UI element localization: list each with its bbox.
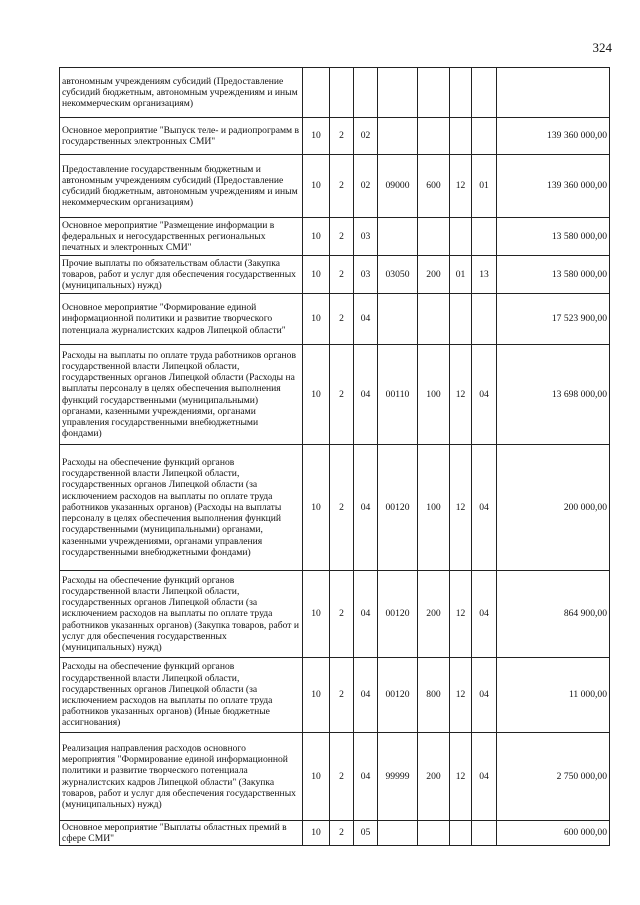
- row-code-2: 2: [330, 733, 354, 821]
- row-code-7: 04: [472, 733, 497, 821]
- row-description: Реализация направления расходов основного мероприятия "Формирование единой информационной политики и развитие творческого потенциала журналистских кадров Липецкой области" (Закупка товаров, работ и услуг для обеспечения государственных (муниципальных) нужд): [60, 733, 303, 821]
- row-code-6: [450, 821, 472, 846]
- row-code-2: [330, 68, 354, 118]
- row-code-5: 800: [418, 658, 450, 733]
- row-code-1: 10: [303, 571, 330, 658]
- row-code-7: [472, 68, 497, 118]
- row-code-4: [378, 218, 418, 256]
- row-amount: 11 000,00: [497, 658, 610, 733]
- row-code-2: 2: [330, 256, 354, 294]
- table-row: [60, 256, 610, 294]
- row-amount: 13 580 000,00: [497, 218, 610, 256]
- row-code-4: 03050: [378, 256, 418, 294]
- row-code-6: [450, 218, 472, 256]
- row-code-2: 2: [330, 155, 354, 218]
- row-code-3: 04: [354, 294, 378, 345]
- row-code-4: 99999: [378, 733, 418, 821]
- table-row: [60, 345, 610, 445]
- row-code-2: 2: [330, 118, 354, 155]
- row-code-7: [472, 118, 497, 155]
- table-row: [60, 218, 610, 256]
- row-code-2: 2: [330, 658, 354, 733]
- row-code-5: [418, 68, 450, 118]
- row-code-6: [450, 118, 472, 155]
- row-code-1: 10: [303, 345, 330, 445]
- row-code-2: 2: [330, 218, 354, 256]
- row-description: Предоставление государственным бюджетным и автономным учреждениям субсидий (Предоставление субсидий бюджетным, автономным учреждениям и иным некоммерческим организациям): [60, 155, 303, 218]
- row-code-3: 04: [354, 658, 378, 733]
- row-description: Расходы на обеспечение функций органов государственной власти Липецкой области, государственных органов Липецкой области (за исключением расходов на выплаты по оплате труда работников указанных органов) (Закупка товаров, работ и услуг для обеспечения государственных (муниципальных) нужд): [60, 571, 303, 658]
- row-code-5: 100: [418, 345, 450, 445]
- row-code-7: 13: [472, 256, 497, 294]
- row-code-4: [378, 68, 418, 118]
- row-description: Расходы на выплаты по оплате труда работников органов государственной власти Липецкой области, государственных органов Липецкой области (Расходы на выплаты персоналу в целях обеспечения выполнения функций государственными (муниципальными) органами, казенными учреждениями, органами управления государственными внебюджетными фондами): [60, 345, 303, 445]
- row-code-3: 04: [354, 445, 378, 571]
- row-code-5: [418, 294, 450, 345]
- row-code-2: 2: [330, 571, 354, 658]
- row-code-4: 09000: [378, 155, 418, 218]
- row-code-1: 10: [303, 658, 330, 733]
- row-code-4: 00110: [378, 345, 418, 445]
- table-row: [60, 68, 610, 118]
- row-code-7: 04: [472, 345, 497, 445]
- row-amount: 864 900,00: [497, 571, 610, 658]
- row-code-6: [450, 68, 472, 118]
- row-code-3: 03: [354, 218, 378, 256]
- row-amount: 200 000,00: [497, 445, 610, 571]
- row-description: Основное мероприятие "Размещение информации в федеральных и негосударственных региональных печатных и электронных СМИ": [60, 218, 303, 256]
- row-description: Расходы на обеспечение функций органов государственной власти Липецкой области, государственных органов Липецкой области (за исключением расходов на выплаты по оплате труда работников указанных органов) (Расходы на выплаты персоналу в целях обеспечения выполнения функций государственными (муниципальными) органами, казенными учреждениями, органами управления государственными внебюджетными фондами): [60, 445, 303, 571]
- row-code-2: 2: [330, 345, 354, 445]
- page-number: 324: [592, 40, 612, 55]
- row-code-2: 2: [330, 445, 354, 571]
- row-code-5: [418, 821, 450, 846]
- row-code-7: 04: [472, 445, 497, 571]
- row-code-1: 10: [303, 733, 330, 821]
- row-code-1: 10: [303, 118, 330, 155]
- row-code-7: [472, 821, 497, 846]
- row-code-1: 10: [303, 445, 330, 571]
- row-code-4: [378, 294, 418, 345]
- row-code-3: 02: [354, 118, 378, 155]
- row-amount: [497, 68, 610, 118]
- row-code-3: 05: [354, 821, 378, 846]
- row-amount: 139 360 000,00: [497, 118, 610, 155]
- row-code-6: [450, 294, 472, 345]
- row-description: Прочие выплаты по обязательствам области (Закупка товаров, работ и услуг для обеспечения государственных (муниципальных) нужд): [60, 256, 303, 294]
- row-description: Основное мероприятие "Формирование единой информационной политики и развитие творческого потенциала журналистских кадров Липецкой области": [60, 294, 303, 345]
- budget-table: [59, 67, 610, 846]
- row-code-7: [472, 218, 497, 256]
- row-code-4: [378, 118, 418, 155]
- row-description: Основное мероприятие "Выпуск теле- и радиопрограмм в государственных электронных СМИ": [60, 118, 303, 155]
- table-row: [60, 445, 610, 571]
- row-code-6: 12: [450, 733, 472, 821]
- table-row: [60, 821, 610, 846]
- row-code-1: 10: [303, 256, 330, 294]
- row-code-7: 01: [472, 155, 497, 218]
- row-code-1: 10: [303, 294, 330, 345]
- row-code-4: 00120: [378, 445, 418, 571]
- table-row: [60, 294, 610, 345]
- row-code-2: 2: [330, 821, 354, 846]
- row-code-1: 10: [303, 218, 330, 256]
- row-code-3: 02: [354, 155, 378, 218]
- row-description: Основное мероприятие "Выплаты областных премий в сфере СМИ": [60, 821, 303, 846]
- row-amount: 17 523 900,00: [497, 294, 610, 345]
- table-row: [60, 155, 610, 218]
- row-code-6: 12: [450, 658, 472, 733]
- row-amount: 139 360 000,00: [497, 155, 610, 218]
- row-code-7: [472, 294, 497, 345]
- row-code-4: 00120: [378, 571, 418, 658]
- table-row: [60, 571, 610, 658]
- row-code-1: 10: [303, 155, 330, 218]
- row-code-3: 04: [354, 733, 378, 821]
- row-amount: 13 580 000,00: [497, 256, 610, 294]
- table-row: [60, 118, 610, 155]
- row-code-3: 04: [354, 345, 378, 445]
- row-code-7: 04: [472, 658, 497, 733]
- row-description: Расходы на обеспечение функций органов государственной власти Липецкой области, государственных органов Липецкой области (за исключением расходов на выплаты по оплате труда работников указанных органов) (Иные бюджетные ассигнования): [60, 658, 303, 733]
- row-code-6: 12: [450, 445, 472, 571]
- row-amount: 13 698 000,00: [497, 345, 610, 445]
- row-code-5: 200: [418, 256, 450, 294]
- row-code-5: 600: [418, 155, 450, 218]
- row-code-2: 2: [330, 294, 354, 345]
- row-code-3: 04: [354, 571, 378, 658]
- row-code-7: 04: [472, 571, 497, 658]
- table-row: [60, 733, 610, 821]
- row-code-5: 200: [418, 733, 450, 821]
- row-code-4: [378, 821, 418, 846]
- row-code-5: 200: [418, 571, 450, 658]
- row-code-3: [354, 68, 378, 118]
- row-code-3: 03: [354, 256, 378, 294]
- row-code-6: 01: [450, 256, 472, 294]
- row-code-1: 10: [303, 821, 330, 846]
- row-code-5: [418, 218, 450, 256]
- row-amount: 600 000,00: [497, 821, 610, 846]
- row-code-5: [418, 118, 450, 155]
- row-code-5: 100: [418, 445, 450, 571]
- row-code-6: 12: [450, 571, 472, 658]
- row-code-4: 00120: [378, 658, 418, 733]
- row-amount: 2 750 000,00: [497, 733, 610, 821]
- row-code-6: 12: [450, 345, 472, 445]
- row-code-1: [303, 68, 330, 118]
- table-row: [60, 658, 610, 733]
- row-code-6: 12: [450, 155, 472, 218]
- row-description: автономным учреждениям субсидий (Предоставление субсидий бюджетным, автономным учреждениям и иным некоммерческим организациям): [60, 68, 303, 118]
